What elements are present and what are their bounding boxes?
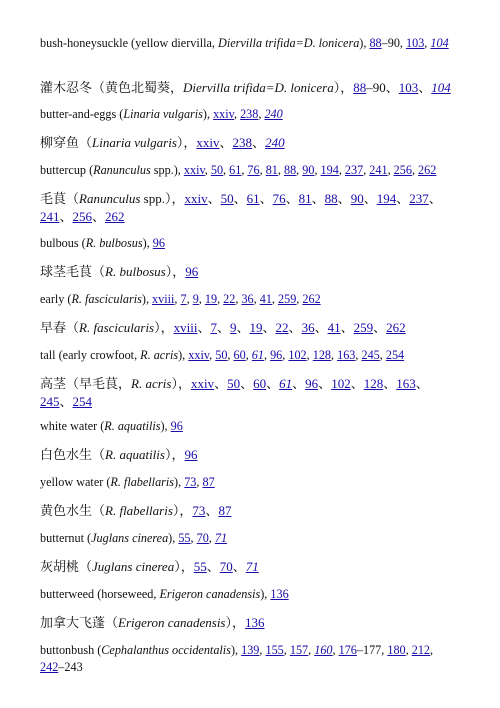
entry-text: ）， xyxy=(225,615,246,630)
entry-text: , xyxy=(411,163,419,177)
entry-text: 、 xyxy=(219,135,233,150)
page-ref-link[interactable]: 61 xyxy=(246,191,260,206)
entry-text: 灌木忍冬（黄色北蜀葵， xyxy=(40,80,184,95)
scientific-name: R. flabellaris xyxy=(105,503,173,518)
page-ref-link[interactable]: 242 xyxy=(40,660,59,674)
index-entry xyxy=(40,347,458,364)
page-ref-link[interactable]: 76 xyxy=(247,163,260,177)
page-ref-link[interactable]: 254 xyxy=(72,394,93,409)
entry-text: ）， xyxy=(164,447,185,462)
index-entry-zh xyxy=(40,558,458,576)
entry-text: 、 xyxy=(350,376,364,391)
page-ref-link[interactable]: 128 xyxy=(312,348,332,362)
page-ref-link[interactable]: 73 xyxy=(184,475,197,489)
entry-text: , xyxy=(263,348,271,362)
index-entry xyxy=(40,35,458,52)
entry-text: tall (early crowfoot, xyxy=(40,348,141,362)
entry-text: 、 xyxy=(236,320,250,335)
entry-text: 、 xyxy=(428,191,442,206)
entry-text: , xyxy=(245,348,252,362)
page-ref-link[interactable]: 96 xyxy=(305,376,319,391)
entry-text: –177, xyxy=(356,643,388,657)
page-ref-link[interactable]: 139 xyxy=(241,643,260,657)
entry-text: , xyxy=(204,163,211,177)
page-ref-link[interactable]: 128 xyxy=(363,376,384,391)
page-ref-link[interactable]: 41 xyxy=(327,320,341,335)
page-ref-link[interactable]: 88 xyxy=(283,163,297,177)
entry-text: 柳穿鱼（ xyxy=(40,135,93,150)
entry-text: 、 xyxy=(240,376,254,391)
page-ref-link[interactable]: 19 xyxy=(204,292,218,306)
entry-text: 、 xyxy=(207,191,221,206)
page-ref-link[interactable]: 61 xyxy=(229,163,242,177)
entry-text: , xyxy=(186,292,193,306)
page-ref-link[interactable]: 103 xyxy=(398,80,419,95)
page-ref-link[interactable]: xxiv xyxy=(213,107,234,121)
scientific-name: Ranunculus xyxy=(79,191,141,206)
entry-text: , xyxy=(235,292,242,306)
page-ref-link[interactable]: 87 xyxy=(202,475,215,489)
page-ref-link[interactable]: 245 xyxy=(40,394,60,409)
entry-text: , xyxy=(424,36,431,50)
entry-text: , xyxy=(190,531,197,545)
index-entry-zh xyxy=(40,446,458,464)
entry-text: 、 xyxy=(266,376,280,391)
entry-text: , xyxy=(227,348,234,362)
entry-text: 、 xyxy=(340,320,354,335)
page-ref-link[interactable]: 262 xyxy=(302,292,321,306)
entry-text: –90, xyxy=(381,36,407,50)
entry-text: , xyxy=(314,163,321,177)
page-ref-link[interactable]: 55 xyxy=(193,559,207,574)
entry-text: ), xyxy=(168,531,179,545)
entry-text: butternut ( xyxy=(40,531,92,545)
page-ref-link[interactable]: 103 xyxy=(406,36,425,50)
page-ref-link[interactable]: 238 xyxy=(240,107,259,121)
page-ref-link[interactable]: 22 xyxy=(223,292,236,306)
entry-text: spp.）， xyxy=(140,191,185,206)
page-ref-link[interactable]: xxiv xyxy=(190,376,215,391)
page-ref-link[interactable]: 7 xyxy=(180,292,187,306)
entry-text: , xyxy=(405,643,412,657)
entry-text: 球茎毛茛（ xyxy=(40,264,106,279)
index-entry-zh xyxy=(40,79,458,97)
page-ref-link[interactable]: 194 xyxy=(376,191,397,206)
entry-text: 早春（ xyxy=(40,320,80,335)
entry-text: buttonbush ( xyxy=(40,643,102,657)
page-ref-link[interactable]: 61 xyxy=(251,348,264,362)
page-ref-link[interactable]: 88 xyxy=(353,80,367,95)
page-ref-link[interactable]: 194 xyxy=(320,163,339,177)
page-ref-link[interactable]: 71 xyxy=(214,531,228,545)
page-ref-link[interactable]: 76 xyxy=(272,191,286,206)
scientific-name: Diervilla trifida=D. lonicera xyxy=(183,80,334,95)
page-ref-link[interactable]: 96 xyxy=(170,419,183,433)
page-ref-link[interactable]: 81 xyxy=(298,191,312,206)
entry-text: , xyxy=(332,643,339,657)
index-entry xyxy=(40,106,458,123)
index-entry-zh xyxy=(40,190,458,226)
page-ref-link[interactable]: 70 xyxy=(196,531,209,545)
index-entry xyxy=(40,642,458,676)
scientific-name: Juglans cinerea xyxy=(92,559,175,574)
entry-text: 高茎（早毛茛， xyxy=(40,376,132,391)
scientific-name: R. fascicularis xyxy=(71,292,142,306)
entry-text: 黄色水生（ xyxy=(40,503,106,518)
page-ref-link[interactable]: 81 xyxy=(265,163,278,177)
entry-text: butter-and-eggs ( xyxy=(40,107,124,121)
entry-text: 、 xyxy=(259,191,273,206)
page-ref-link[interactable]: 180 xyxy=(387,643,406,657)
entry-text: 、 xyxy=(314,320,328,335)
page-ref-link[interactable]: 55 xyxy=(178,531,191,545)
entry-text: , xyxy=(209,348,216,362)
page-ref-link[interactable]: 104 xyxy=(430,36,449,50)
entry-text: , xyxy=(271,292,278,306)
entry-text: 、 xyxy=(363,191,377,206)
scientific-name: Ranunculus xyxy=(93,163,151,177)
entry-text: , xyxy=(198,292,205,306)
entry-text: ）， xyxy=(333,80,354,95)
entry-text: , xyxy=(223,163,230,177)
scientific-name: R. aquatilis xyxy=(104,419,161,433)
page-ref-link[interactable]: 9 xyxy=(192,292,199,306)
entry-text: ), xyxy=(230,643,242,657)
entry-text: 、 xyxy=(373,320,387,335)
index-entry-zh xyxy=(40,614,458,632)
page-ref-link[interactable]: 70 xyxy=(219,559,233,574)
scientific-name: Juglans cinerea xyxy=(91,531,169,545)
entry-text: –243 xyxy=(58,660,83,674)
page-ref-link[interactable]: 36 xyxy=(241,292,254,306)
index-entry-zh xyxy=(40,375,458,411)
entry-text: 、 xyxy=(217,320,231,335)
entry-text: 白色水生（ xyxy=(40,447,106,462)
entry-text: , xyxy=(331,348,338,362)
entry-text: yellow water ( xyxy=(40,475,111,489)
page-ref-link[interactable]: 90 xyxy=(302,163,315,177)
page-ref-link[interactable]: 102 xyxy=(288,348,307,362)
index-entry-zh xyxy=(40,134,458,152)
entry-text: 、 xyxy=(59,394,73,409)
page-ref-link[interactable]: 163 xyxy=(396,376,416,391)
index-entry xyxy=(40,291,458,308)
entry-text: , xyxy=(241,163,248,177)
entry-text: 、 xyxy=(396,191,410,206)
page-ref-link[interactable]: xviii xyxy=(173,320,198,335)
scientific-name: R. bulbosus xyxy=(105,264,166,279)
page-ref-link[interactable]: xxiv xyxy=(188,348,210,362)
page-ref-link[interactable]: 96 xyxy=(184,447,198,462)
page-ref-link[interactable]: 238 xyxy=(232,135,253,150)
entry-text: 、 xyxy=(418,80,432,95)
scientific-name: R. acris xyxy=(140,348,179,362)
page-ref-link[interactable]: 256 xyxy=(393,163,412,177)
page-ref-link[interactable]: 241 xyxy=(40,209,60,224)
entry-text: 、 xyxy=(262,320,276,335)
index-entry xyxy=(40,474,458,491)
entry-text: 、 xyxy=(59,209,73,224)
entry-text: 毛茛（ xyxy=(40,191,80,206)
page-ref-link[interactable]: 237 xyxy=(409,191,429,206)
page-ref-link[interactable]: 73 xyxy=(192,503,206,518)
entry-text: bulbous ( xyxy=(40,236,86,250)
page-ref-link[interactable]: 96 xyxy=(152,236,165,250)
entry-text: , xyxy=(277,163,284,177)
entry-text: butterweed (horseweed, xyxy=(40,587,160,601)
entry-text: 、 xyxy=(288,320,302,335)
entry-text: , xyxy=(259,163,266,177)
index-entry-zh xyxy=(40,502,458,520)
page-ref-link[interactable]: 60 xyxy=(253,376,267,391)
page-ref-link[interactable]: 36 xyxy=(301,320,315,335)
index-entry xyxy=(40,418,458,435)
entry-text: ）， xyxy=(174,559,194,574)
entry-text: ), xyxy=(141,292,153,306)
page-ref-link[interactable]: xxiv xyxy=(184,191,208,206)
page-ref-link[interactable]: 104 xyxy=(431,80,451,95)
entry-text: , xyxy=(174,292,181,306)
entry-text: , xyxy=(355,348,362,362)
entry-text: 、 xyxy=(252,135,266,150)
entry-text: 灰胡桃（ xyxy=(40,559,93,574)
scientific-name: Cephalanthus occidentalis xyxy=(101,643,231,657)
entry-text: ）， xyxy=(176,135,197,150)
page-ref-link[interactable]: 262 xyxy=(386,320,406,335)
entry-text: 、 xyxy=(383,376,397,391)
entry-text: , xyxy=(308,643,315,657)
page-ref-link[interactable]: 22 xyxy=(275,320,289,335)
page-ref-link[interactable]: 88 xyxy=(324,191,338,206)
entry-text: , xyxy=(283,643,290,657)
page-ref-link[interactable]: 71 xyxy=(245,559,259,574)
entry-text: –90、 xyxy=(366,80,399,95)
entry-text: ）， xyxy=(172,503,193,518)
page-ref-link[interactable]: 61 xyxy=(279,376,293,391)
page-ref-link[interactable]: 50 xyxy=(220,191,234,206)
scientific-name: Erigeron canadensis xyxy=(118,615,226,630)
scientific-name: R. fascicularis xyxy=(79,320,155,335)
page-ref-link[interactable]: 254 xyxy=(385,348,405,362)
page-ref-link[interactable]: 41 xyxy=(259,292,272,306)
entry-text: , xyxy=(233,107,241,121)
entry-text: white water ( xyxy=(40,419,105,433)
page-ref-link[interactable]: 240 xyxy=(265,135,285,150)
page-ref-link[interactable]: 259 xyxy=(278,292,297,306)
entry-text: 加拿大飞蓬（ xyxy=(40,615,119,630)
index-entry-zh xyxy=(40,263,458,281)
entry-text: 、 xyxy=(311,191,325,206)
entry-text: 、 xyxy=(206,559,220,574)
entry-text: 、 xyxy=(318,376,332,391)
page-ref-link[interactable]: 237 xyxy=(344,163,364,177)
page-ref-link[interactable]: 157 xyxy=(289,643,309,657)
entry-text: ), xyxy=(359,36,370,50)
index-entry-zh xyxy=(40,319,458,337)
page-ref-link[interactable]: 102 xyxy=(331,376,351,391)
page-ref-link[interactable]: 60 xyxy=(233,348,246,362)
page-ref-link[interactable]: 256 xyxy=(72,209,93,224)
scientific-name: Diervilla trifida=D. lonicera xyxy=(218,36,360,50)
index-entry xyxy=(40,162,458,179)
page-ref-link[interactable]: 88 xyxy=(369,36,382,50)
page-ref-link[interactable]: 7 xyxy=(210,320,217,335)
scientific-name: R. acris xyxy=(131,376,172,391)
page-ref-link[interactable]: 96 xyxy=(270,348,283,362)
entry-text: , xyxy=(430,643,434,657)
page-ref-link[interactable]: 245 xyxy=(361,348,380,362)
entry-text: early ( xyxy=(40,292,72,306)
page-ref-link[interactable]: 50 xyxy=(210,163,224,177)
scientific-name: Linaria vulgaris xyxy=(123,107,203,121)
scientific-name: R. bulbosus xyxy=(85,236,143,250)
page-ref-link[interactable]: 136 xyxy=(245,615,265,630)
entry-text: ）， xyxy=(171,376,191,391)
entry-text: ), xyxy=(160,419,171,433)
entry-text: , xyxy=(217,292,224,306)
entry-text: , xyxy=(196,475,203,489)
index-entry xyxy=(40,530,458,547)
entry-text: 、 xyxy=(292,376,306,391)
page-ref-link[interactable]: 155 xyxy=(265,643,284,657)
page-ref-link[interactable]: 50 xyxy=(227,376,241,391)
page-ref-link[interactable]: 19 xyxy=(249,320,263,335)
entry-text: , xyxy=(363,163,370,177)
scientific-name: Linaria vulgaris xyxy=(92,135,177,150)
page-ref-link[interactable]: 160 xyxy=(314,643,333,657)
entry-text: spp.), xyxy=(150,163,184,177)
page-ref-link[interactable]: 50 xyxy=(215,348,228,362)
entry-text: 、 xyxy=(92,209,106,224)
entry-text: , xyxy=(296,163,303,177)
entry-text: , xyxy=(259,643,266,657)
entry-text: , xyxy=(387,163,394,177)
entry-text: , xyxy=(282,348,289,362)
page-ref-link[interactable]: xviii xyxy=(152,292,175,306)
index-entry xyxy=(40,586,458,603)
page-ref-link[interactable]: 90 xyxy=(350,191,364,206)
entry-text: 、 xyxy=(285,191,299,206)
entry-text: ）， xyxy=(165,264,186,279)
entry-text: bush-honeysuckle (yellow diervilla, xyxy=(40,36,219,50)
page-ref-link[interactable]: 96 xyxy=(185,264,199,279)
entry-text: 、 xyxy=(233,191,247,206)
page-ref-link[interactable]: 262 xyxy=(105,209,125,224)
page-ref-link[interactable]: 212 xyxy=(411,643,430,657)
page-ref-link[interactable]: 176 xyxy=(338,643,357,657)
entry-text: , xyxy=(296,292,303,306)
scientific-name: R. aquatilis xyxy=(105,447,165,462)
entry-text: ), xyxy=(202,107,214,121)
index-entry xyxy=(40,235,458,252)
entry-text: , xyxy=(338,163,345,177)
entry-text: buttercup ( xyxy=(40,163,94,177)
page-ref-link[interactable]: 136 xyxy=(270,587,289,601)
entry-text: 、 xyxy=(205,503,219,518)
page-ref-link[interactable]: 240 xyxy=(264,107,283,121)
entry-text: 、 xyxy=(197,320,211,335)
entry-text: , xyxy=(253,292,260,306)
page-ref-link[interactable]: 262 xyxy=(418,163,437,177)
entry-text: 、 xyxy=(415,376,429,391)
entry-text: , xyxy=(208,531,215,545)
entry-text: 、 xyxy=(232,559,246,574)
entry-text: ), xyxy=(260,587,271,601)
page-ref-link[interactable]: 163 xyxy=(337,348,356,362)
page-ref-link[interactable]: xxiv xyxy=(196,135,220,150)
entry-text: ）， xyxy=(154,320,174,335)
entry-text: ), xyxy=(142,236,153,250)
entry-text: ), xyxy=(178,348,189,362)
page-ref-link[interactable]: 241 xyxy=(369,163,388,177)
page-ref-link[interactable]: 9 xyxy=(230,320,237,335)
entry-text: , xyxy=(306,348,313,362)
entry-text: 、 xyxy=(214,376,228,391)
entry-text: ), xyxy=(174,475,185,489)
scientific-name: Erigeron canadensis xyxy=(159,587,261,601)
entry-text: , xyxy=(258,107,265,121)
entry-text: 、 xyxy=(337,191,351,206)
entry-text: , xyxy=(379,348,386,362)
page-ref-link[interactable]: 87 xyxy=(218,503,232,518)
page-ref-link[interactable]: xxiv xyxy=(183,163,205,177)
scientific-name: R. flabellaris xyxy=(110,475,175,489)
page-ref-link[interactable]: 259 xyxy=(353,320,374,335)
